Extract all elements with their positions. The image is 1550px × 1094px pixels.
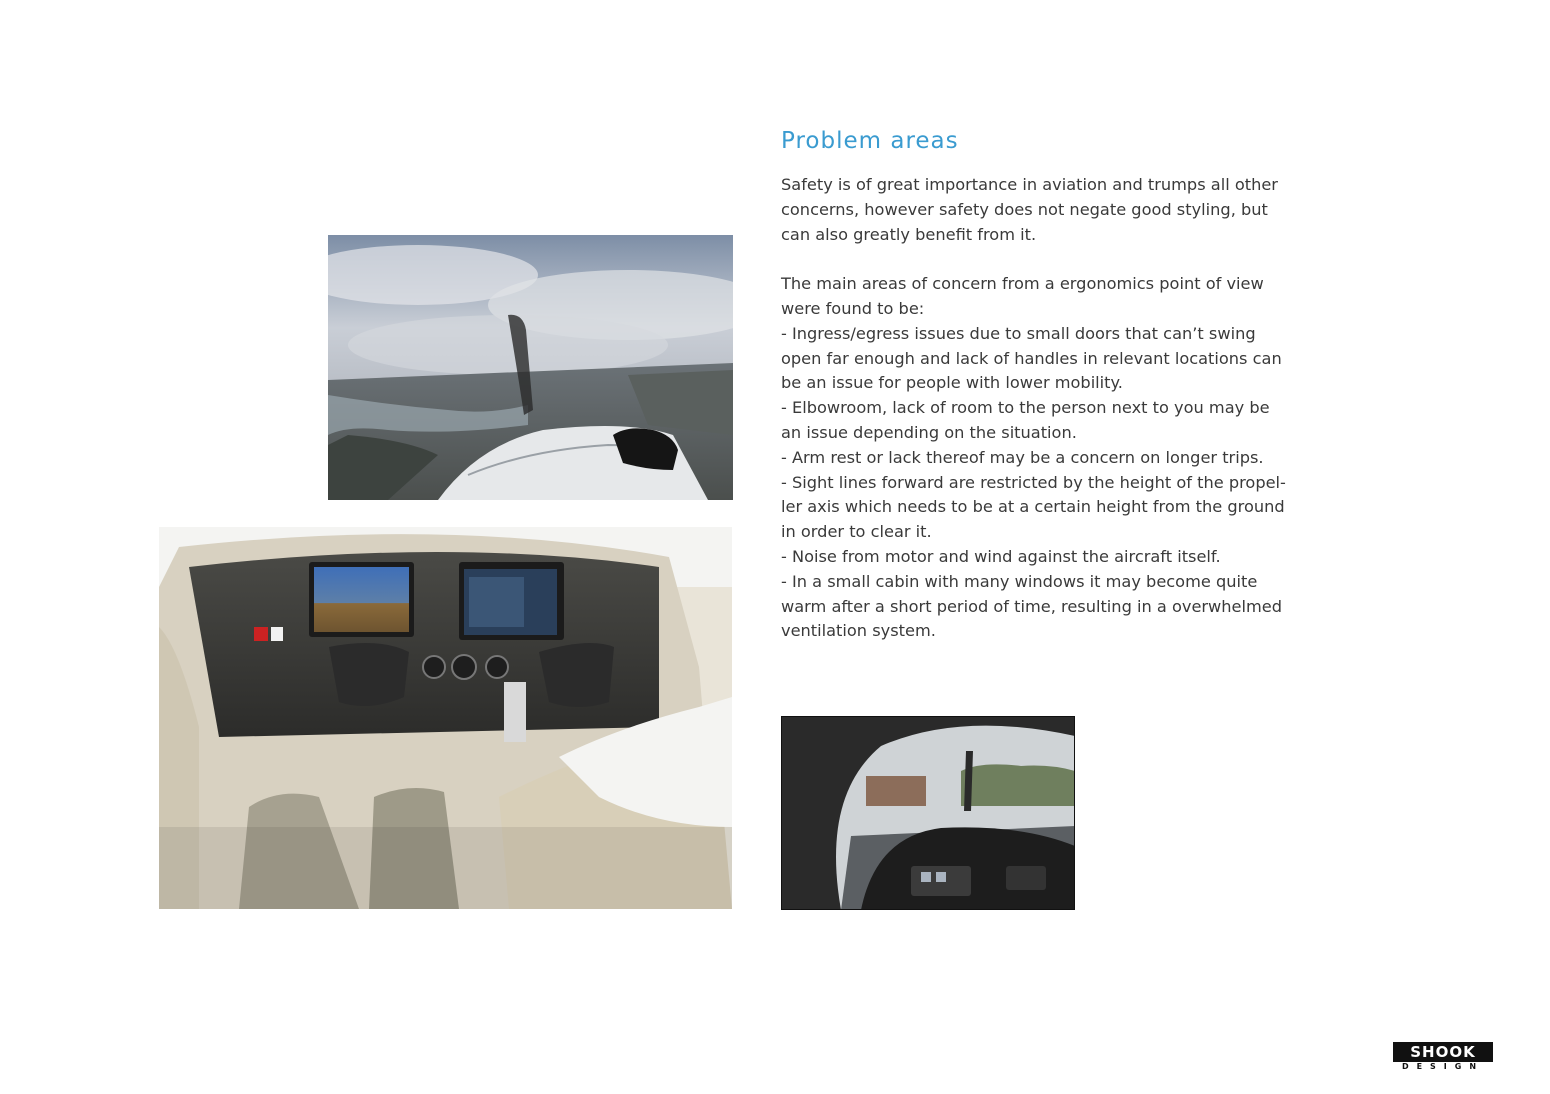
text-line: in order to clear it. [781, 522, 932, 542]
text-line: - In a small cabin with many windows it may become quite [781, 571, 1258, 591]
shook-design-logo [1393, 1042, 1493, 1072]
intro-paragraph [781, 173, 1301, 247]
body-text [781, 173, 1301, 644]
text-line: be an issue for people with lower mobility. [781, 373, 1123, 393]
text-line: - Elbowroom, lack of room to the person next to you may be [781, 398, 1270, 418]
text-line: ler axis which needs to be at a certain height from the ground [781, 497, 1285, 517]
photo-propeller-in-flight [328, 235, 733, 500]
text-line: The main areas of concern from a ergonomics point of view [781, 274, 1264, 294]
logo-subtitle: DESIGN [1401, 1062, 1485, 1071]
text-line: were found to be: [781, 298, 925, 318]
text-line: - Sight lines forward are restricted by the height of the propel- [781, 472, 1286, 492]
photo-cockpit-interior [159, 527, 732, 909]
text-line: - Arm rest or lack thereof may be a concern on longer trips. [781, 447, 1264, 467]
text-line: open far enough and lack of handles in relevant locations can [781, 348, 1282, 368]
text-line: an issue depending on the situation. [781, 422, 1077, 442]
text-line: ventilation system. [781, 621, 936, 641]
text-line: - Noise from motor and wind against the aircraft itself. [781, 546, 1221, 566]
text-line: warm after a short period of time, resulting in a overwhelmed [781, 596, 1283, 616]
concerns-paragraph [781, 272, 1301, 644]
text-line: Safety is of great importance in aviation and trumps all other [781, 175, 1278, 194]
logo-wordmark: SHOOK [1393, 1042, 1493, 1062]
text-line: concerns, however safety does not negate good styling, but [781, 199, 1268, 219]
text-line: - Ingress/egress issues due to small doors that can’t swing [781, 323, 1256, 343]
text-line: can also greatly benefit from it. [781, 224, 1037, 244]
photo-cockpit-taxi-view [781, 716, 1075, 910]
page-title: Problem areas [781, 128, 959, 154]
